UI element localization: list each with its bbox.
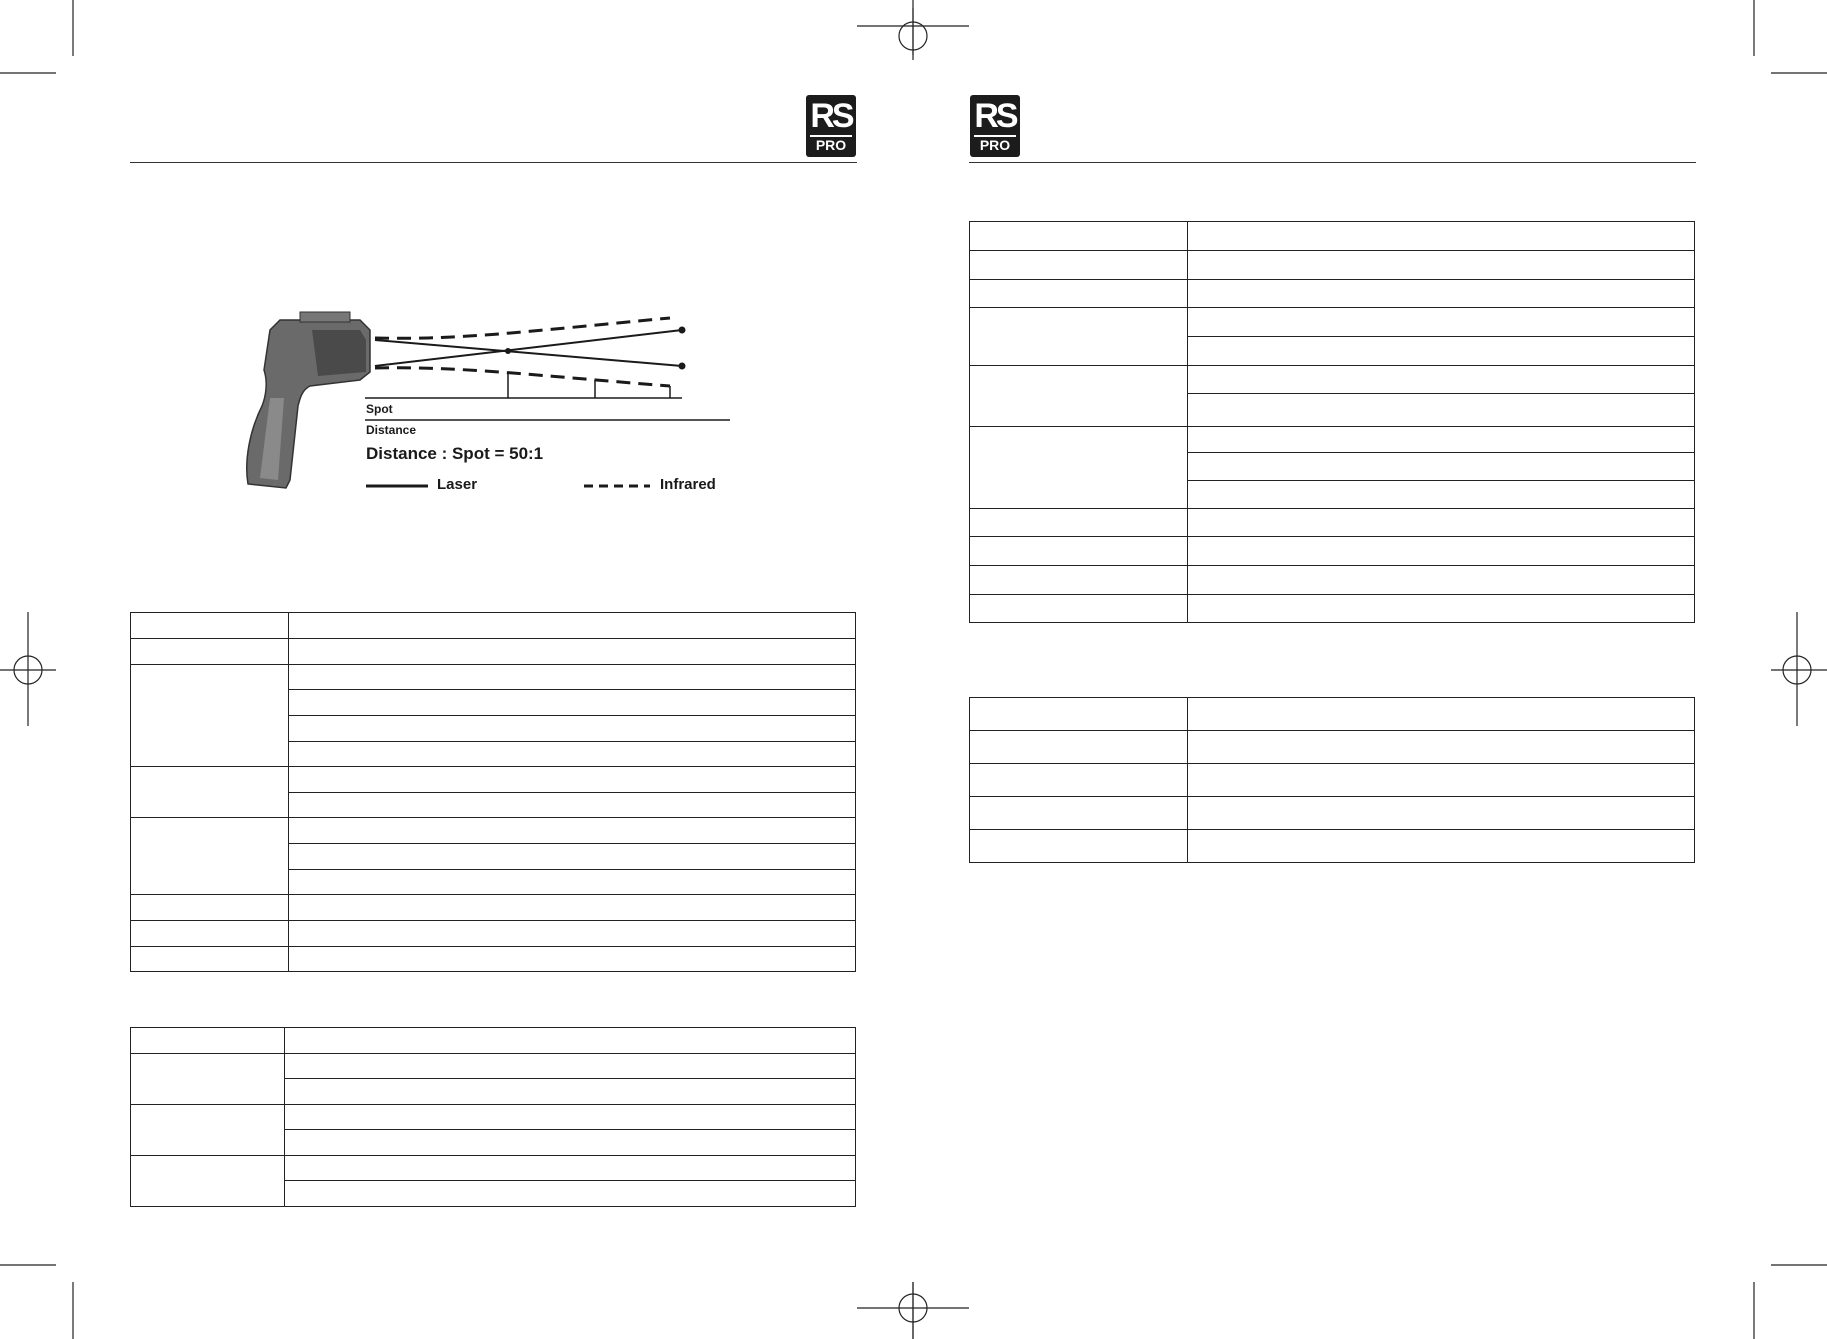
table-cell [1188,764,1695,797]
table-cell [970,509,1188,537]
table-cell [970,566,1188,595]
distance-label: Distance [366,423,417,437]
table-cell [289,665,856,690]
table-cell [289,690,856,716]
spec-table-right-top [969,221,1695,623]
table-cell [131,639,289,665]
table-cell [970,698,1188,731]
table-cell [289,895,856,921]
spot-label: Spot [366,402,393,416]
table-cell [970,308,1188,366]
table-cell [285,1130,856,1156]
rs-pro-logo [806,95,856,157]
table-cell [131,1105,285,1156]
table-cell [131,767,289,818]
table-cell [131,895,289,921]
table-cell [131,818,289,895]
table-cell [1188,394,1695,427]
table-cell [1188,830,1695,863]
table-cell [131,1156,285,1207]
table-cell [970,764,1188,797]
thermometer-illustration [240,310,740,500]
logo-rs-text: RS [810,97,852,135]
table-cell [1188,453,1695,481]
table-cell [1188,427,1695,453]
table-cell [970,537,1188,566]
table-cell [289,947,856,972]
table-cell [1188,537,1695,566]
table-cell [289,818,856,844]
table-cell [131,1054,285,1105]
table-cell [970,830,1188,863]
table-cell [1188,337,1695,366]
table-cell [1188,595,1695,623]
legend-laser-label: Laser [437,476,478,493]
table-cell [289,742,856,767]
table-cell [289,793,856,818]
table-cell [289,844,856,870]
table-cell [131,921,289,947]
table-cell [289,921,856,947]
table-cell [1188,308,1695,337]
spec-table-left-bottom [130,1027,856,1207]
table-cell [289,767,856,793]
table-cell [1188,481,1695,509]
logo-rs-text: RS [974,97,1016,135]
table-cell [285,1105,856,1130]
table-cell [970,280,1188,308]
logo-pro-text: PRO [810,135,852,153]
table-cell [285,1054,856,1079]
table-cell [970,797,1188,830]
table-cell [285,1079,856,1105]
table-cell [131,665,289,767]
table-cell [285,1156,856,1181]
header-rule-left [130,162,857,163]
table-cell [970,251,1188,280]
legend-infrared-label: Infrared [660,476,716,493]
table-cell [131,1028,285,1054]
table-cell [1188,698,1695,731]
table-cell [289,716,856,742]
table-cell [970,222,1188,251]
table-cell [970,731,1188,764]
logo-pro-text: PRO [974,135,1016,153]
table-cell [289,870,856,895]
table-cell [285,1181,856,1207]
spec-table-left-top [130,612,856,972]
rs-pro-logo [970,95,1020,157]
ir-thermometer-icon [247,312,370,488]
distance-spot-figure [240,310,740,500]
table-cell [1188,731,1695,764]
table-cell [970,366,1188,427]
table-cell [1188,222,1695,251]
table-cell [1188,251,1695,280]
header-rule-right [969,162,1696,163]
table-cell [1188,509,1695,537]
table-cell [289,639,856,665]
table-cell [1188,566,1695,595]
table-cell [131,613,289,639]
table-cell [1188,797,1695,830]
table-cell [289,613,856,639]
spec-table-right-bottom [969,697,1695,863]
table-cell [285,1028,856,1054]
table-cell [1188,280,1695,308]
table-cell [1188,366,1695,394]
table-cell [970,595,1188,623]
table-cell [970,427,1188,509]
table-cell [131,947,289,972]
ratio-text: Distance : Spot = 50:1 [366,444,544,463]
